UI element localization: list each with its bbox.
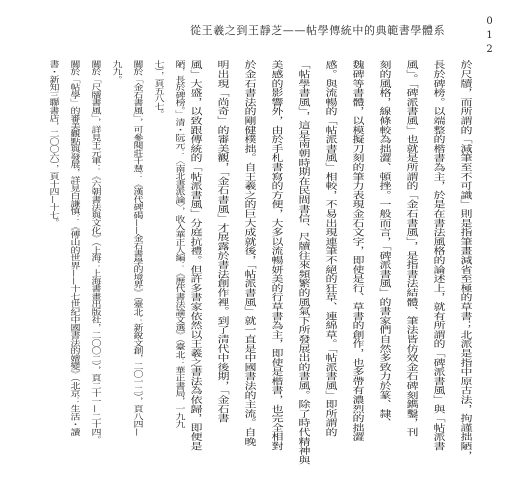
footnote-column: 九九。 <box>110 60 121 84</box>
body-column: 於尺牘，而所謂的「減筆至不可識」則是指筆畫減省至極的草書；北派是指中原古法，拘謹拙陋， <box>459 60 473 460</box>
footnote-column: 七），頁五八七。 <box>152 60 163 119</box>
footnote-column: 關於「帖學」的審美觀點與發展，詳見白謙慎：《傅山的世界——十七世紀中國書法的嬗變》（北京：生活・讀 <box>68 60 79 436</box>
running-header-title: 從王羲之到王靜芝——帖學傳統中的典範書學體系 <box>190 24 446 37</box>
page-text-block <box>0 60 520 463</box>
body-column: 明出現「尚奇」的審美觀，「金石書風」才展露於書法創作裡。到了清代中後期，「金石書 <box>216 60 230 423</box>
body-column: 美感的影響外，由於手札書寫的方便，大多以流暢妍美的行草書為主，即使是楷書，也完全相對 <box>270 60 284 451</box>
body-column: 於金石書法的剛健樸拙。自王羲之的巨大成就後，「帖派書風」就一直是中國書法的主流。自晚 <box>243 60 257 446</box>
body-column: 「帖學書風」，這是南朝時期在民間書信、尺牘往來頻繁的風氣下所發展出的書風。除了時代精神與 <box>297 60 311 465</box>
footnote-column: 關於「金石書風」，可參閱莊千慧：《漢代碑碣——金石書學的境界》（臺北：新銳文創，二〇一二），頁八四— <box>131 60 142 436</box>
body-column: 長於碑榜。以端整的楷書為主，於是在書法風格的論述上，就有所謂的「碑派書風」與「帖派書 <box>432 60 446 451</box>
page-number: 012 <box>484 16 495 58</box>
body-column: 感。與流暢的「帖派書風」相較，不易出現連筆不絕的狂草、連綿草。「帖派書風」即所謂的 <box>324 60 338 437</box>
footnote-column: 書・新知三聯書店，二〇〇六），頁十四—十七。 <box>47 60 58 227</box>
footnote-column: 關於「尺牘書風」，詳見王元軍：《六朝書法與文化》（上海：上海書畫出版社，二〇〇二），頁二十一—二十四。 <box>89 60 100 444</box>
body-column: 魏碑等書體，以模擬刀刻的筆力表現金石文字，即使是行、草書的創作，也多帶有濃烈的拙澀 <box>351 60 365 442</box>
body-column: 刻的風格，線條較為拙澀、頓挫。一般而言，「碑派書風」的書家們自然多致力於篆、隸、 <box>378 60 392 428</box>
body-column: 風」。「碑派書風」也就是所謂的「金石書風」，是指書法結體、筆法皆仿效金石碑刻鐫鑿，刊 <box>405 60 419 437</box>
footnote-column: 陋，長於碑榜。」清・阮元：〈南北書派論〉，收入華正人編：《歷代書法論文選》（臺北：華正書局，一九九 <box>173 60 184 429</box>
body-column: 風」大盛，以致跟傳統的「帖派書風」分庭抗禮。但許多書家依然以王羲之書法為依歸，即便是 <box>189 60 203 451</box>
